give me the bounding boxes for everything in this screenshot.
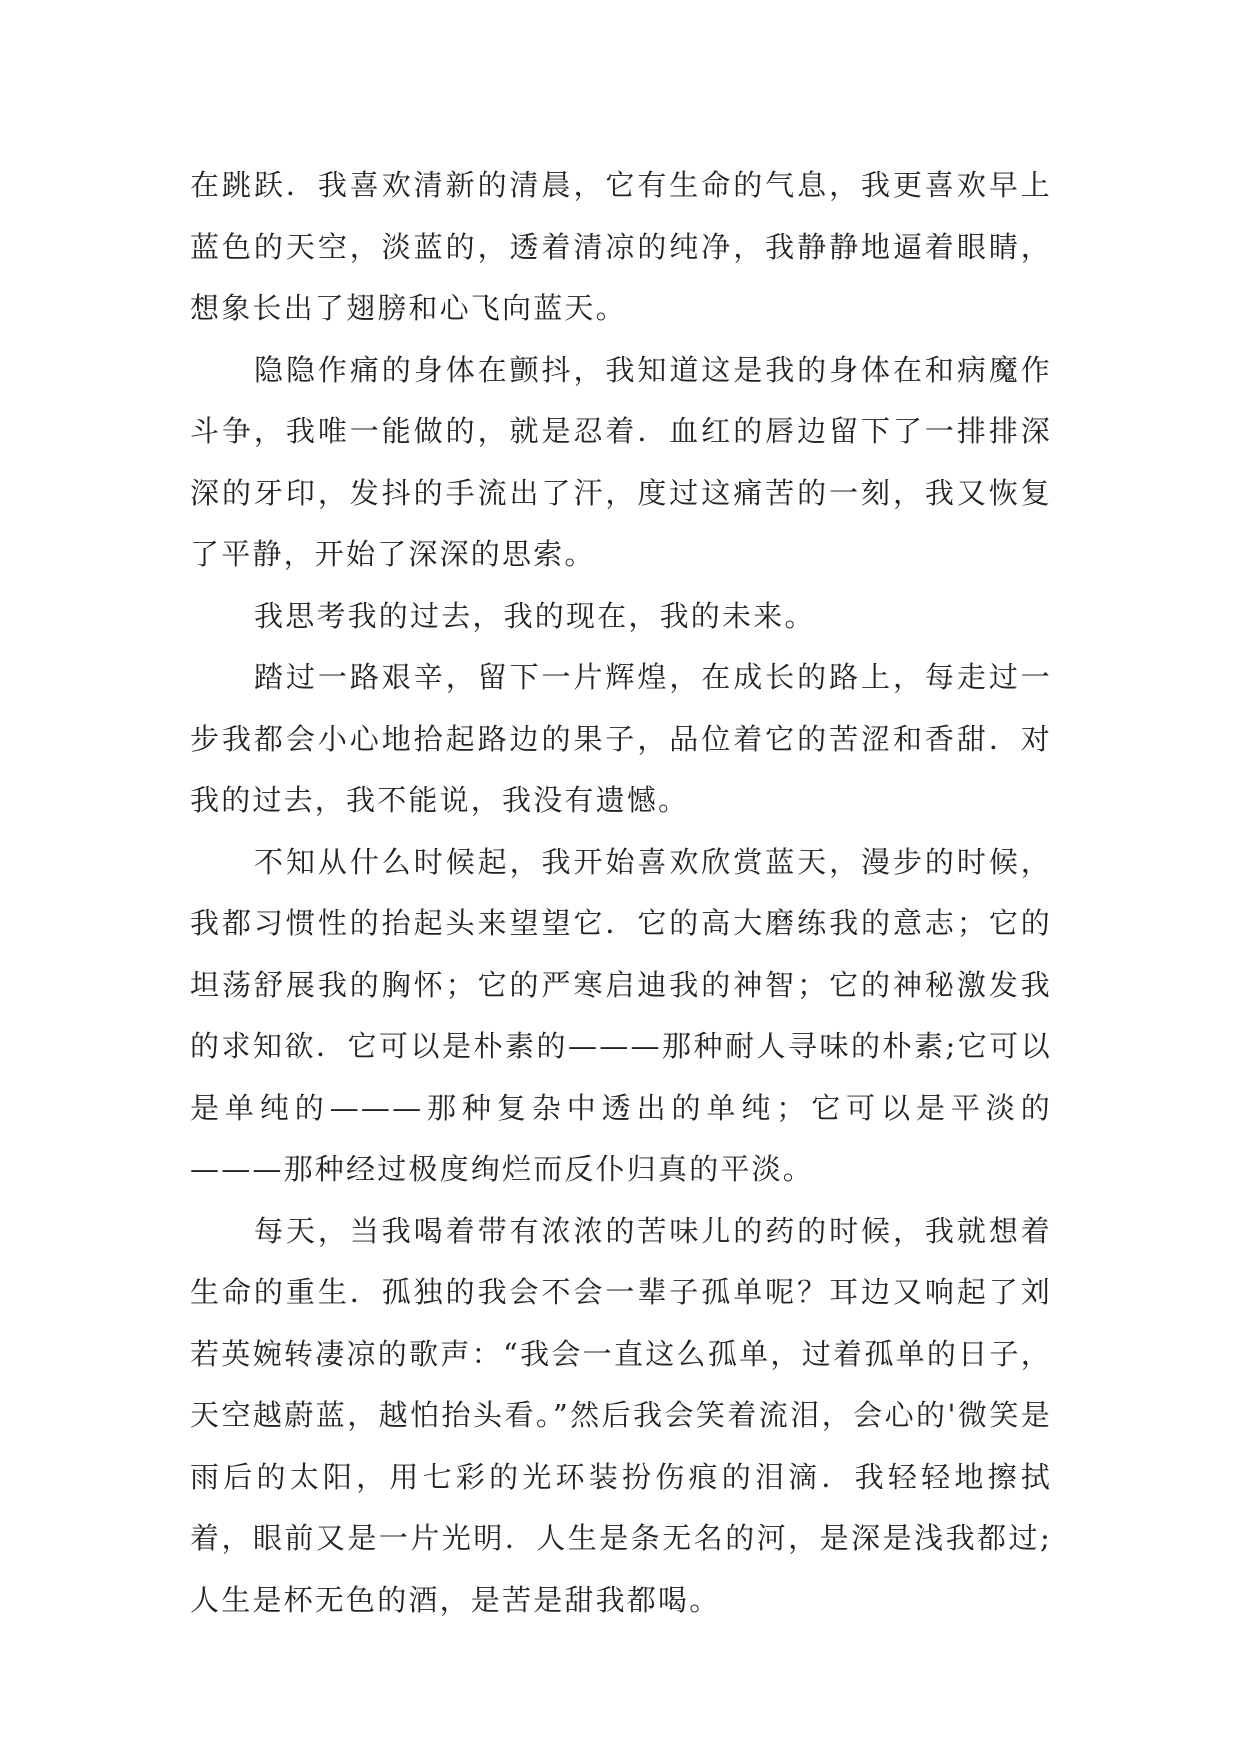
paragraph-3: 我思考我的过去，我的现在，我的未来。 (254, 598, 816, 633)
document-body (190, 155, 1052, 1631)
paragraph-5: 不知从什么时候起，我开始喜欢欣赏蓝天，漫步的时候，我都习惯性的抬起头来望望它．它的高大磨练我的意志；它的坦荡舒展我的胸怀；它的严寒启迪我的神智；它的神秘激发我的求知欲．它可以是朴素的———那种耐人寻味的朴素;它可以是单纯的———那种复杂中透出的单纯；它可以是平淡的———那种经过极度绚烂而反仆归真的平淡。 (190, 844, 1052, 1186)
paragraph-4: 踏过一路艰辛，留下一片辉煌，在成长的路上，每走过一步我都会小心地拾起路边的果子，品位着它的苦涩和香甜．对我的过去，我不能说，我没有遗憾。 (190, 660, 1052, 817)
paragraph-2: 隐隐作痛的身体在颤抖，我知道这是我的身体在和病魔作斗争，我唯一能做的，就是忍着．血红的唇边留下了一排排深深的牙印，发抖的手流出了汗，度过这痛苦的一刻，我又恢复了平静，开始了深深的思索。 (190, 352, 1052, 571)
paragraph-1: 在跳跃．我喜欢清新的清晨，它有生命的气息，我更喜欢早上蓝色的天空，淡蓝的，透着清凉的纯净，我静静地逼着眼睛，想象长出了翅膀和心飞向蓝天。 (190, 168, 1052, 325)
paragraph-6: 每天，当我喝着带有浓浓的苦味儿的药的时候，我就想着生命的重生．孤独的我会不会一辈子孤单呢？耳边又响起了刘若英婉转凄凉的歌声：“我会一直这么孤单，过着孤单的日子，天空越蔚蓝，越怕抬头看。”然后我会笑着流泪，会心的'微笑是雨后的太阳，用七彩的光环装扮伤痕的泪滴．我轻轻地擦拭着，眼前又是一片光明．人生是条无名的河，是深是浅我都过;人生是杯无色的酒，是苦是甜我都喝。 (190, 1213, 1052, 1617)
